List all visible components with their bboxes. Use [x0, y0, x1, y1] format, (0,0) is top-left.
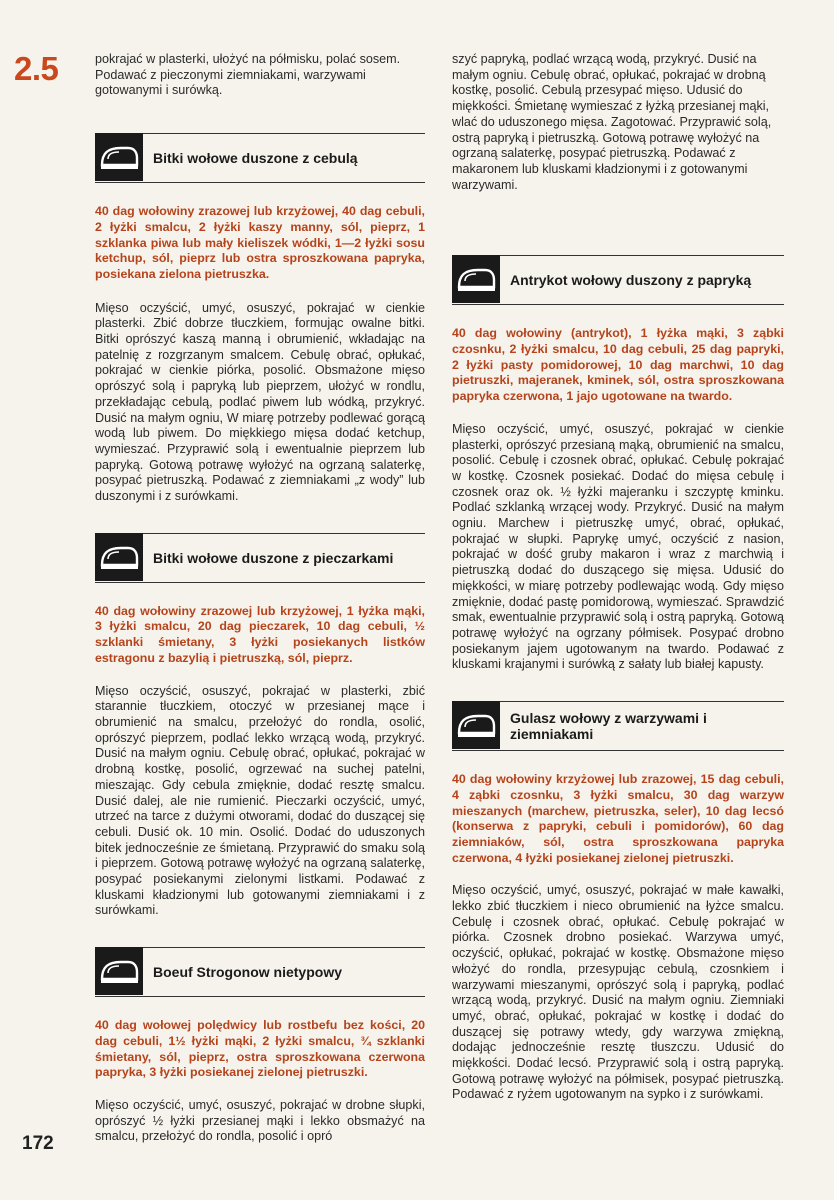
recipe-title: Antrykot wołowy duszony z papryką: [510, 272, 752, 289]
recipe-boeuf-strogonow: [95, 947, 425, 1145]
recipe-header: [95, 133, 425, 183]
recipe-header: [95, 947, 425, 997]
ingredients: 40 dag wołowiny krzyżowej lub zrazowej, 15 dag cebuli, 4 ząbki czosnku, 3 łyżki smalcu, 30 dag warzyw mieszanych (marchew, pietruszka, seler), 10 dag lecsó (konserwa z papryki, cebuli i pomidorów), 60 dag ziemniaków, sól, ostra sproszkowana papryka czerwona, 4 łyżki posiekanej zielonej pietruszki.: [452, 772, 784, 865]
method: Mięso oczyścić, umyć, osuszyć, pokrajać w małe kawałki, lekko zbić tłuczkiem i nieco obrumienić na łyżce smalcu. Cebulę i czosnek obrać, opłukać. Cebulę pokrajać w piórka. Czosnek drobno posiekać. Warzywa umyć, oczyścić, opłukać, pokrajać w kostkę. Obsmażone mięso włożyć do rondla, przesypując cebulą, czosnkiem i warzywami mieszanymi, oprószyć solą i papryką, podlać wrzącą wodą, przykryć. Dusić na małym ogniu. Ziemniaki umyć, obrać, opłukać, pokrajać w kostkę i dodać do duszącej się potrawy wtedy, gdy warzywa zmiękną, dodając jednocześnie resztę tłuszczu. Udusić do miękkości. Dodać lecsó. Przyprawić solą i ostrą papryką. Gotową potrawę wyłożyć na półmisek, posypać pietruszką. Podawać z ryżem ugotowanym na sypko i z surówkami.: [452, 883, 784, 1102]
recipe-gulasz: [452, 701, 784, 1103]
recipe-header: [95, 533, 425, 583]
pot-icon: [95, 133, 143, 181]
pot-icon: [452, 701, 500, 749]
page-number: 172: [22, 1133, 54, 1154]
recipe-antrykot: [452, 255, 784, 673]
right-column: [452, 52, 784, 1131]
pot-icon: [452, 255, 500, 303]
recipe-title: Bitki wołowe duszone z cebulą: [153, 150, 358, 167]
method: Mięso oczyścić, osuszyć, pokrajać w plasterki, zbić starannie tłuczkiem, otoczyć w przesianej mące i obrumienić na smalcu, przełożyć do rondla, osolić, oprószyć pieprzem, podlać lekko wrzącą wodą, przykryć. Dusić na małym ogniu. Cebulę obrać, opłukać, pokrajać w drobną kostkę, posolić, ogrzewać na suchej patelni, mieszając. Gdy cebula zmięknie, dodać resztę smalcu. Dusić dalej, ale nie rumienić. Pieczarki oczyścić, umyć, utrzeć na tarce z dużymi otworami, dodać do duszącej się cebuli. Dusić ok. 10 min. Osolić. Dodać do uduszonych bitek jednocześnie ze śmietaną. Przyprawić do smaku solą i pieprzem. Gotową potrawę wyłożyć na ogrzaną salaterkę, posypać posiekanymi zielonymi listkami. Podawać z kluskami kładzionymi lub gotowanymi ziemniakami i z surówkami.: [95, 683, 425, 918]
section-number: 2.5: [14, 50, 59, 87]
recipe-bitki-z-cebula: [95, 133, 425, 505]
ingredients: 40 dag wołowej polędwicy lub rostbefu bez kości, 20 dag cebuli, 1½ łyżki mąki, 2 łyżki smalcu, ¾ szklanki śmietany, sól, pieprz, ostra sproszkowana czerwona papryka, 3 łyżki posiekanej zielonej pietruszki.: [95, 1018, 425, 1080]
pot-icon: [95, 533, 143, 581]
recipe-title: Boeuf Strogonow nietypowy: [153, 964, 342, 981]
recipe-header: [452, 701, 784, 751]
left-column: [95, 52, 425, 1173]
ingredients: 40 dag wołowiny zrazowej lub krzyżowej, 40 dag cebuli, 2 łyżki smalcu, 2 łyżki kaszy manny, sól, pieprz, 1 szklanka piwa lub mały kieliszek wódki, 1—2 łyżki sosu ketchup, sól, pieprz lub ostra sproszkowana papryka, posiekana zielona pietruszka.: [95, 204, 425, 281]
method: Mięso oczyścić, umyć, osuszyć, pokrajać w cienkie plasterki. Zbić dobrze tłuczkiem, formując owalne bitki. Bitki oprószyć kaszą manną i obrumienić, wkładając na patelnię z rozgrzanym smalcem. Cebulę obrać, opłukać, pokrajać w cienkie piórka, posolić. Obsmażone mięso oprószyć solą i papryką lub pieprzem, ułożyć w rondlu, przekładając cebulą, podlać piwem lub wódką, przykryć. Dusić na małym ogniu, W miarę potrzeby podlewać gorącą wodą lub piwem. Do miękkiego mięsa dodać ketchup, wymieszać. Przyprawić solą i ewentualnie pieprzem lub papryką. Gotową potrawę wyłożyć na ogrzaną salaterkę, posypać pietruszką. Podawać z ziemniakami „z wody” lub duszonymi i z surówkami.: [95, 300, 425, 504]
ingredients: 40 dag wołowiny zrazowej lub krzyżowej, 1 łyżka mąki, 3 łyżki smalcu, 20 dag pieczarek, 10 dag cebuli, ½ szklanki śmietany, 3 łyżki posiekanych listków estragonu z bazylią i pietruszką, sól, pieprz.: [95, 603, 425, 665]
method: Mięso oczyścić, umyć, osuszyć, pokrajać w cienkie plasterki, oprószyć przesianą mąką, obrumienić na smalcu, posolić. Cebulę i czosnek obrać, opłukać. Cebulę pokrajać w kostkę. Czosnek posiekać. Dodać do mięsa cebulę i czosnek oraz ok. ½ łyżki majeranku i szczyptę kminku. Podlać szklanką wrzącej wody. Przykryć. Dusić na małym ogniu. Marchew i pietruszkę umyć, obrać, opłukać, pokrajać w słupki. Paprykę umyć, oczyścić z nasion, pokrajać w dość gruby makaron i wraz z marchwią i pietruszką dodać do duszącego się mięsa. Udusić do miękkości, w miarę potrzeby podlewając wodą. Gdy mięso zmięknie, dodać pastę pomidorową, wymieszać. Sprawdzić smak, ewentualnie przyprawić solą i ostrą papryką. Gotową potrawę wyłożyć na ogrzany półmisek. Posypać drobno posiekanym jajem ugotowanym na twardo. Podawać z kluskami krajanymi i surówką z sałaty lub białej kapusty.: [452, 421, 784, 672]
ingredients: 40 dag wołowiny (antrykot), 1 łyżka mąki, 3 ząbki czosnku, 2 łyżki smalcu, 10 dag cebuli, 25 dag papryki, 2 łyżki pasty pomidorowej, 10 dag marchwi, 10 dag pietruszki, majeranek, kminek, sól, ostra sproszkowana papryka czerwona, 1 jajo ugotowane na twardo.: [452, 326, 784, 404]
recipe-title: Gulasz wołowy z warzywami i ziemniakami: [510, 710, 707, 743]
continued-text: szyć papryką, podlać wrzącą wodą, przykryć. Dusić na małym ogniu. Cebulę obrać, opłukać, pokrajać w drobną kostkę, posolić. Cebulą przesypać mięso. Udusić do miękkości. Śmietanę wymieszać z łyżką przesianej mąki, wlać do uduszonego mięsa. Zagotować. Przyprawić solą, ostrą papryką i pietruszką. Gotową potrawę wyłożyć na ogrzaną salaterkę, posypać pietruszką. Podawać z makaronem lub kluskami kładzionymi i z gotowanymi warzywami.: [452, 52, 772, 192]
method: Mięso oczyścić, umyć, osuszyć, pokrajać w drobne słupki, oprószyć ½ łyżki przesianej mąki i lekko obsmażyć na smalcu, przełożyć do rondla, posolić i opró: [95, 1097, 425, 1144]
recipe-title: Bitki wołowe duszone z pieczarkami: [153, 549, 394, 566]
recipe-header: [452, 255, 784, 305]
continued-text: pokrajać w plasterki, ułożyć na półmisku, polać sosem. Podawać z pieczonymi ziemniakami, warzywami gotowanymi i surówką.: [95, 52, 401, 98]
recipe-bitki-z-pieczarkami: [95, 533, 425, 919]
pot-icon: [95, 947, 143, 995]
